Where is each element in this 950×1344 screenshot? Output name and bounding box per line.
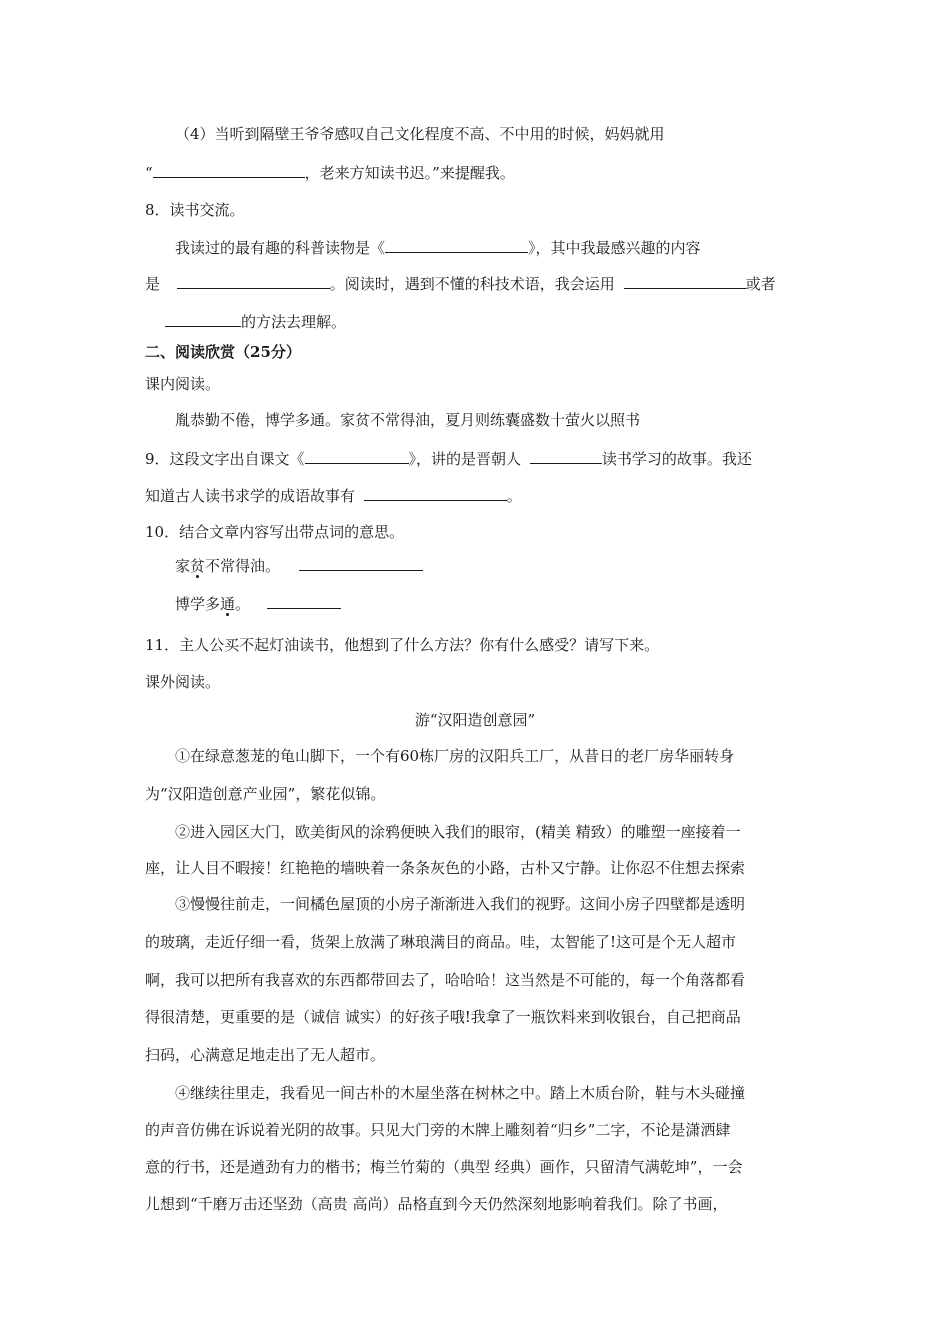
q7-4-line2-text: ，老来方知读书迟。”来提醒我。: [304, 164, 515, 182]
article-line: ①在绿意葱茏的龟山脚下，一个有60栋厂房的汉阳兵工厂，从昔日的老厂房华丽转身: [175, 747, 735, 765]
q9-line1-before: 9．这段文字出自课文《: [145, 450, 305, 468]
emphasis-dot-icon: [196, 575, 199, 578]
article-line: 扫码，心满意足地走出了无人超市。: [145, 1046, 386, 1064]
q10-item1: [175, 555, 423, 576]
q8-line2-start: 是: [145, 275, 161, 293]
q8-line2-end: 或者: [745, 275, 776, 293]
q10-item1-dotted-word: [190, 556, 205, 576]
article-line: 意的行书，还是遒劲有力的楷书；梅兰竹菊的（典型 经典）画作，只留清气满乾坤”，一会: [145, 1158, 743, 1176]
q9-lesson-blank[interactable]: [305, 448, 409, 464]
article-line: ②进入园区大门，欧美街风的涂鸦便映入我们的眼帘，(精美 精致）的雕塑一座接着一: [175, 823, 741, 841]
article-line: 啊，我可以把所有我喜欢的东西都带回去了，哈哈哈！这当然是不可能的，每一个角落都看: [145, 971, 746, 989]
q10-item2-post: 。: [235, 595, 251, 613]
q10-item1-pre: 家: [175, 557, 191, 575]
q8-book-blank[interactable]: [385, 237, 528, 253]
q8-content-blank[interactable]: [177, 273, 330, 289]
q10-item2-dot-char: 通: [220, 595, 236, 613]
q10-item2-dotted-word: [220, 594, 235, 614]
q7-4-line1: （4）当听到隔壁王爷爷感叹自己文化程度不高、不中用的时候，妈妈就用: [175, 125, 665, 143]
out-class-reading-label: 课外阅读。: [145, 673, 221, 691]
q7-4-answer-blank[interactable]: [153, 162, 305, 178]
q7-4-line2: [145, 162, 515, 183]
in-class-reading-label: 课内阅读。: [145, 375, 221, 393]
q10-item1-dot-char: 贫: [190, 557, 206, 575]
emphasis-dot-icon: [226, 613, 229, 616]
q10-item2-blank[interactable]: [267, 593, 341, 609]
q8-line3-after: 的方法去理解。: [241, 313, 347, 331]
q10-item1-blank[interactable]: [299, 555, 423, 571]
classical-passage: 胤恭勤不倦，博学多通。家贫不常得油，夏月则练囊盛数十萤火以照书: [175, 411, 641, 429]
article-line: 得很清楚，更重要的是（诚信 诚实）的好孩子哦!我拿了一瓶饮料来到收银台，自己把商品: [145, 1008, 741, 1026]
article-line: ④继续往里走，我看见一间古朴的木屋坐落在树林之中。踏上木质台阶，鞋与木头碰撞: [175, 1084, 746, 1102]
q9-line1-mid: 》，讲的是晋朝人: [408, 450, 522, 468]
q9-line2: [145, 485, 522, 506]
q8-title: 8．读书交流。: [145, 201, 245, 219]
article-line: 的声音仿佛在诉说着光阴的故事。只见大门旁的木牌上雕刻着“归乡”二字，不论是潇洒肆: [145, 1121, 731, 1139]
q10-item1-post: 不常得油。: [205, 557, 281, 575]
q8-line2-mid: 。阅读时，遇到不懂的科技术语，我会运用: [329, 275, 615, 293]
article-line: 的玻璃，走近仔细一看，货架上放满了琳琅满目的商品。哇，太智能了!这可是个无人超市: [145, 933, 737, 951]
q9-person-blank[interactable]: [530, 448, 602, 464]
article-line: 为“汉阳造创意产业园”，繁花似锦。: [145, 785, 386, 803]
q9-line1-after: 读书学习的故事。我还: [601, 450, 752, 468]
article-line: 儿想到“千磨万击还坚劲（高贵 高尚）品格直到今天仍然深刻地影响着我们。除了书画，: [145, 1195, 728, 1213]
q8-line2: [145, 273, 776, 294]
q8-method2-blank[interactable]: [165, 311, 241, 327]
q9-idiom-blank[interactable]: [364, 485, 507, 501]
q8-line1-after: 》，其中我最感兴趣的内容: [528, 239, 701, 257]
section-heading: 二、阅读欣赏（25分）: [145, 343, 301, 361]
q10-item2-pre: 博学多: [175, 595, 221, 613]
q8-line3: [165, 311, 346, 332]
q8-line1: [175, 237, 701, 258]
q9-line2-after: 。: [506, 487, 522, 505]
q10-title: 10．结合文章内容写出带点词的意思。: [145, 523, 405, 541]
q8-method1-blank[interactable]: [624, 273, 746, 289]
open-quote: “: [145, 164, 153, 182]
q11-title: 11．主人公买不起灯油读书，他想到了什么方法？你有什么感受？请写下来。: [145, 636, 660, 654]
q9-line2-before: 知道古人读书求学的成语故事有: [145, 487, 356, 505]
article-line: 座，让人目不暇接！红艳艳的墙映着一条条灰色的小路，古朴又宁静。让你忍不住想去探索: [145, 859, 746, 877]
article-title: 游“汉阳造创意园”: [414, 711, 536, 729]
article-line: ③慢慢往前走，一间橘色屋顶的小房子渐渐进入我们的视野。这间小房子四壁都是透明: [175, 895, 746, 913]
q8-line1-before: 我读过的最有趣的科普读物是《: [175, 239, 386, 257]
q9-line1: [145, 448, 752, 469]
q10-item2: [175, 593, 341, 614]
